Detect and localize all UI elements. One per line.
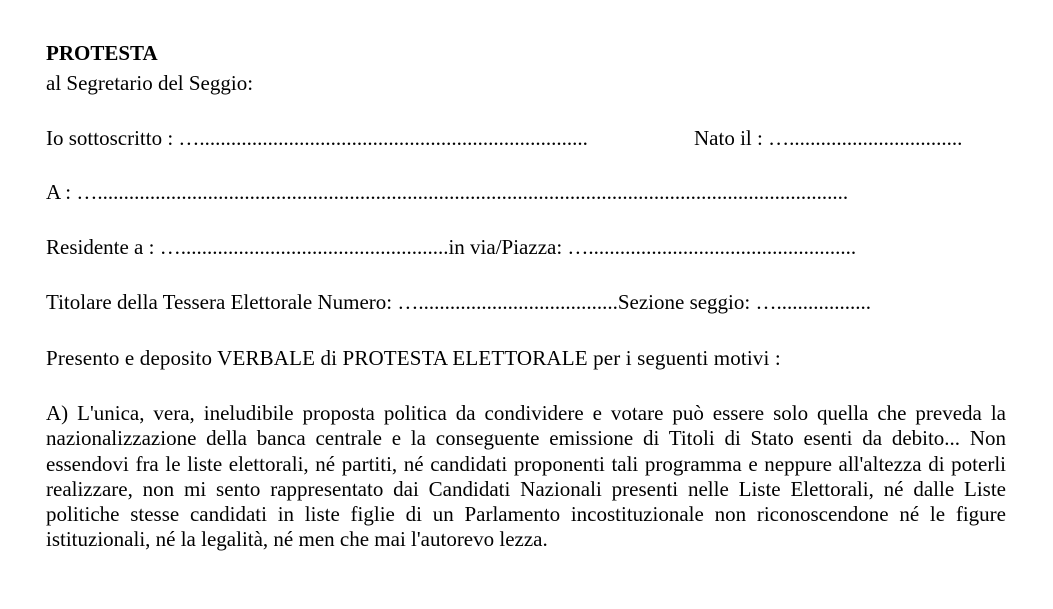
field-residente: Residente a : …...................................................in via/Piazza: …................................................... — [46, 235, 857, 259]
field-sottoscritto: Io sottoscritto : ….......................................................................... — [46, 126, 588, 150]
document-title: PROTESTA — [46, 41, 158, 65]
field-a: A : …............................................................................................................................................... — [46, 180, 849, 204]
document-subtitle: al Segretario del Seggio: — [46, 71, 254, 95]
protest-intro: Presento e deposito VERBALE di PROTESTA ELETTORALE per i seguenti motivi : — [46, 346, 781, 370]
field-tessera: Titolare della Tessera Elettorale Numero: …......................................Sezione seggio: ….................. — [46, 290, 871, 314]
document-page — [46, 0, 1006, 609]
field-row-residente — [46, 234, 990, 260]
field-row-a — [46, 179, 990, 205]
motive-a-paragraph: A) L'unica, vera, ineludibile proposta politica da condividere e votare può essere solo quella che preveda la nazionalizzazione della banca centrale e la conseguente emissione di Titoli di Stato esenti da debito... Non essendovi fra le liste elettorali, né partiti, né candidati proponenti tali programma e neppure all'altezza di poterli realizzare, non mi sento rappresentato dai Candidati Nazionali presenti nelle Liste Elettorali, né dalle Liste politiche stesse candidati in liste figlie di un Parlamento incostituzionale non riconoscendone né le figure istituzionali, né la legalità, né men che mai l'autorevo lezza. — [46, 401, 1006, 552]
field-nato-il: Nato il : …................................. — [694, 126, 963, 150]
field-row-sottoscritto — [46, 125, 990, 151]
field-row-tessera — [46, 289, 990, 315]
